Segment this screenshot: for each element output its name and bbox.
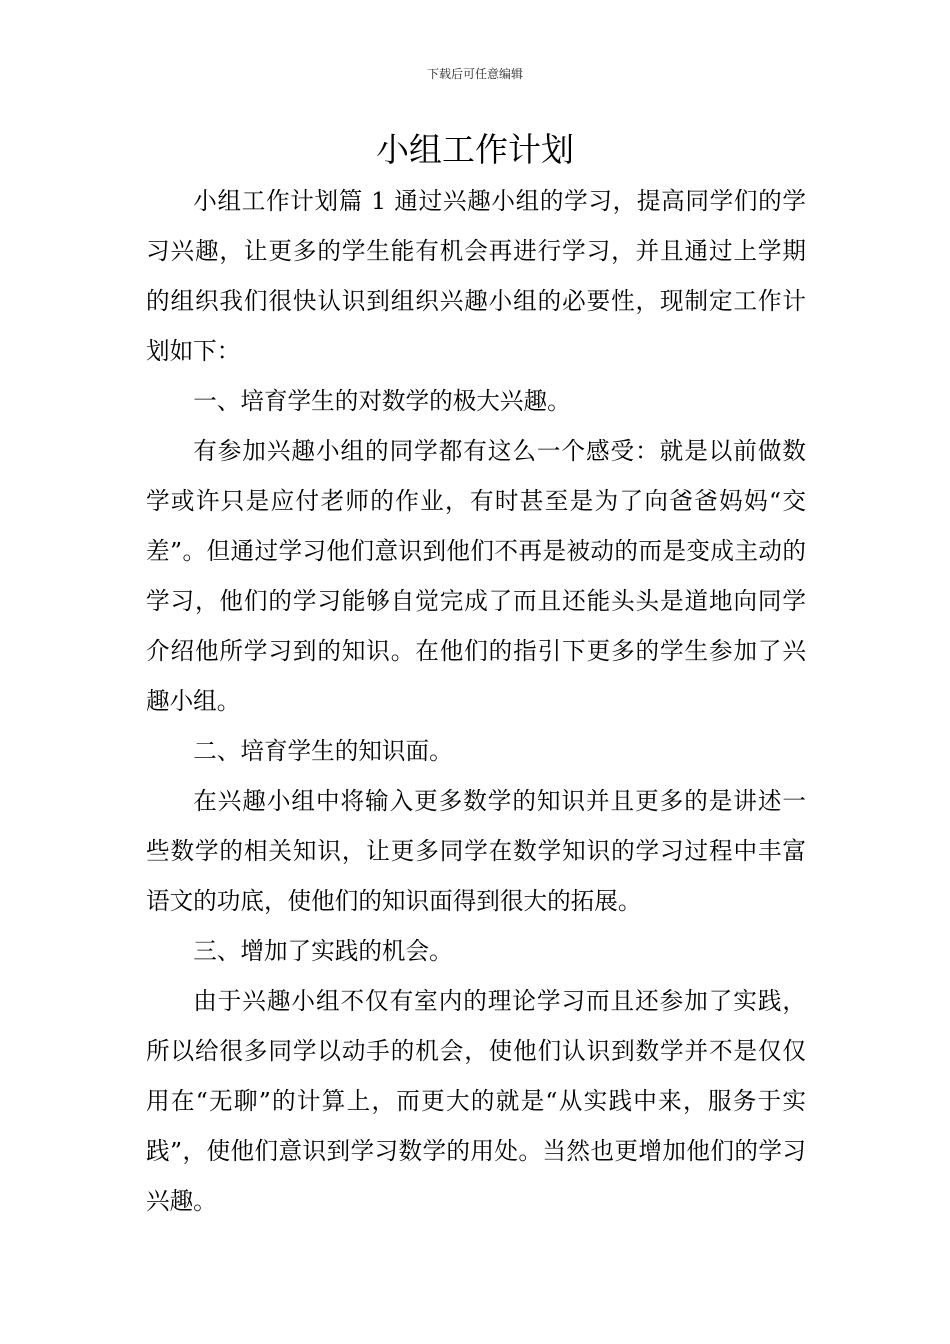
section-heading-1: 一、培育学生的对数学的极大兴趣。 [193, 387, 571, 415]
section-heading-2: 二、培育学生的知识面。 [193, 737, 453, 765]
section-paragraph-3: 由于兴趣小组不仅有室内的理论学习而且还参加了实践，所以给很多同学以动手的机会，使他们认识到数学并不是仅仅用在“无聊”的计算上，而更大的就是“从实践中来，服务于实践”，使他们意识到学习数学的用处。当然也更增加他们的学习兴趣。 [146, 987, 806, 1215]
section-paragraph-2: 在兴趣小组中将输入更多数学的知识并且更多的是讲述一些数学的相关知识，让更多同学在数学知识的学习过程中丰富语文的功底，使他们的知识面得到很大的拓展。 [146, 787, 806, 915]
intro-paragraph: 小组工作计划篇 1 通过兴趣小组的学习，提高同学们的学习兴趣，让更多的学生能有机会再进行学习，并且通过上学期的组织我们很快认识到组织兴趣小组的必要性，现制定工作计划如下： [146, 187, 806, 365]
page-header-note: 下载后可任意编辑 [426, 67, 523, 81]
section-heading-3: 三、增加了实践的机会。 [193, 937, 453, 965]
document-title: 小组工作计划 [376, 130, 574, 169]
section-paragraph-1: 有参加兴趣小组的同学都有这么一个感受：就是以前做数学或许只是应付老师的作业，有时甚至是为了向爸爸妈妈“交差”。但通过学习他们意识到他们不再是被动的而是变成主动的学习，他们的学习能够自觉完成了而且还能头头是道地向同学介绍他所学习到的知识。在他们的指引下更多的学生参加了兴趣小组。 [146, 437, 806, 715]
document-body [146, 176, 806, 1226]
